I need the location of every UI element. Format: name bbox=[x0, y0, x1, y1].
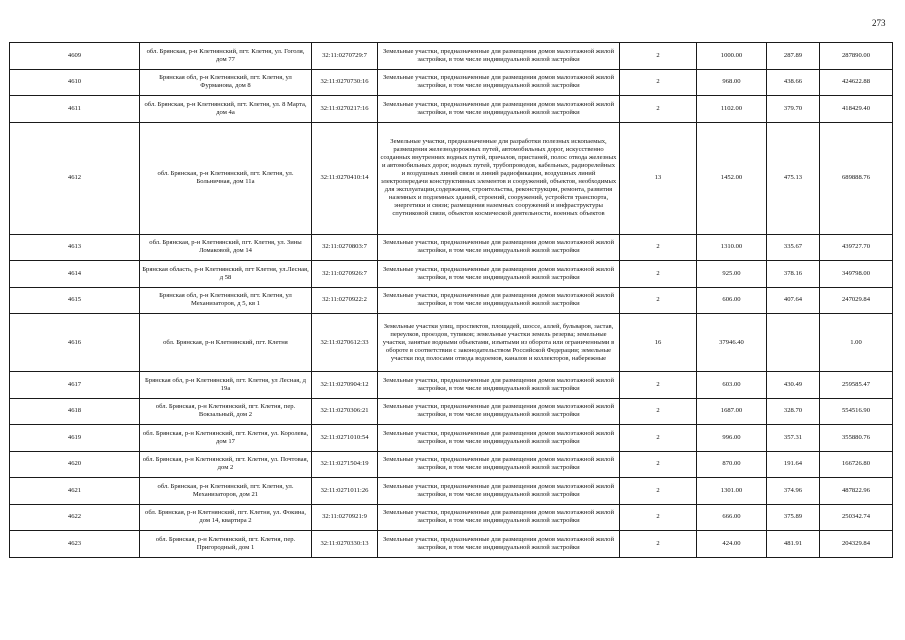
cadastral-number-cell: 32:11:0271011:26 bbox=[312, 478, 378, 505]
cadastral-number-cell: 32:11:0270330:13 bbox=[312, 531, 378, 558]
land-use-cell: Земельные участки, предназначенные для разработки полезных ископаемых, размещения железнодорожных путей, автомобильных дорог, искусственно созданных внутренних водных путей, причалов, пристаней, полос отвода железных и автомобильных дорог, водных путей, трубопроводов, кабельных, радиорелейных и воздушных линий связи и линий радиофикации, воздушных линий электропередачи конструктивных элементов и сооружений, объектов, необходимых для эксплуатации,содержания, строительства, реконструкции, ремонта, развития наземных и подземных зданий, строений, сооружений, устройств транспорта, энергетики и связи; размещения наземных сооружений и инфраструктуры спутниковой связи, объектов космической деятельности, военных объектов bbox=[378, 122, 620, 234]
use-group-cell: 2 bbox=[620, 451, 697, 478]
land-use-cell: Земельные участки, предназначенные для размещения домов малоэтажной жилой застройки, в том числе индивидуальной жилой застройки bbox=[378, 451, 620, 478]
land-use-cell: Земельные участки, предназначенные для размещения домов малоэтажной жилой застройки, в том числе индивидуальной жилой застройки bbox=[378, 287, 620, 314]
table-row bbox=[10, 234, 893, 261]
row-number: 4619 bbox=[10, 425, 140, 452]
address-cell: обл. Брянская, р-н Клетнянский, пгт. Клетня, пер. Вокзальный, дом 2 bbox=[140, 398, 312, 425]
row-number: 4621 bbox=[10, 478, 140, 505]
use-group-cell: 2 bbox=[620, 234, 697, 261]
table-row bbox=[10, 425, 893, 452]
specific-value-cell: 375.89 bbox=[767, 504, 820, 531]
cadastral-number-cell: 32:11:0270922:2 bbox=[312, 287, 378, 314]
table-row bbox=[10, 504, 893, 531]
area-cell: 1310.00 bbox=[697, 234, 767, 261]
area-cell: 1000.00 bbox=[697, 43, 767, 70]
cadastral-number-cell: 32:11:0270729:7 bbox=[312, 43, 378, 70]
specific-value-cell: 475.13 bbox=[767, 122, 820, 234]
row-number: 4611 bbox=[10, 96, 140, 123]
table-row bbox=[10, 122, 893, 234]
cadastral-value-cell: 259585.47 bbox=[820, 372, 893, 399]
address-cell: обл. Брянская, р-н Клетнянский, пгт. Клетня, ул. Больничная, дом 11а bbox=[140, 122, 312, 234]
table-row bbox=[10, 314, 893, 372]
use-group-cell: 2 bbox=[620, 398, 697, 425]
use-group-cell: 2 bbox=[620, 504, 697, 531]
cadastral-value-cell: 204329.84 bbox=[820, 531, 893, 558]
area-cell: 1301.00 bbox=[697, 478, 767, 505]
table-row bbox=[10, 478, 893, 505]
table-row bbox=[10, 451, 893, 478]
address-cell: Брянская область, р-н Клетнянский, пгт Клетня, ул.Лесная, д 58 bbox=[140, 261, 312, 288]
land-use-cell: Земельные участки, предназначенные для размещения домов малоэтажной жилой застройки, в том числе индивидуальной жилой застройки bbox=[378, 234, 620, 261]
specific-value-cell: 430.49 bbox=[767, 372, 820, 399]
row-number: 4609 bbox=[10, 43, 140, 70]
area-cell: 1102.00 bbox=[697, 96, 767, 123]
cadastral-number-cell: 32:11:0270921:9 bbox=[312, 504, 378, 531]
cadastral-value-cell: 355880.76 bbox=[820, 425, 893, 452]
use-group-cell: 2 bbox=[620, 43, 697, 70]
row-number: 4610 bbox=[10, 69, 140, 96]
cadastral-value-cell: 166726.80 bbox=[820, 451, 893, 478]
row-number: 4615 bbox=[10, 287, 140, 314]
specific-value-cell: 378.16 bbox=[767, 261, 820, 288]
use-group-cell: 13 bbox=[620, 122, 697, 234]
land-use-cell: Земельные участки, предназначенные для размещения домов малоэтажной жилой застройки, в том числе индивидуальной жилой застройки bbox=[378, 478, 620, 505]
cadastral-number-cell: 32:11:0271010:54 bbox=[312, 425, 378, 452]
use-group-cell: 2 bbox=[620, 372, 697, 399]
row-number: 4622 bbox=[10, 504, 140, 531]
cadastral-value-cell: 418429.40 bbox=[820, 96, 893, 123]
cadastral-number-cell: 32:11:0271504:19 bbox=[312, 451, 378, 478]
land-use-cell: Земельные участки, предназначенные для размещения домов малоэтажной жилой застройки, в том числе индивидуальной жилой застройки bbox=[378, 504, 620, 531]
land-use-cell: Земельные участки, предназначенные для размещения домов малоэтажной жилой застройки, в том числе индивидуальной жилой застройки bbox=[378, 425, 620, 452]
specific-value-cell bbox=[767, 314, 820, 372]
use-group-cell: 2 bbox=[620, 96, 697, 123]
table-row bbox=[10, 287, 893, 314]
specific-value-cell: 481.91 bbox=[767, 531, 820, 558]
land-use-cell: Земельные участки, предназначенные для размещения домов малоэтажной жилой застройки, в том числе индивидуальной жилой застройки bbox=[378, 531, 620, 558]
land-use-cell: Земельные участки, предназначенные для размещения домов малоэтажной жилой застройки, в том числе индивидуальной жилой застройки bbox=[378, 96, 620, 123]
row-number: 4620 bbox=[10, 451, 140, 478]
area-cell: 424.00 bbox=[697, 531, 767, 558]
cadastral-value-cell: 1.00 bbox=[820, 314, 893, 372]
address-cell: обл. Брянская, р-н Клетнянский, пгт. Клетня, ул. 8 Марта, дом 4а bbox=[140, 96, 312, 123]
use-group-cell: 2 bbox=[620, 478, 697, 505]
cadastral-value-table bbox=[9, 42, 893, 558]
address-cell: обл. Брянская, р-н Клетнянский, пгт. Клетня, ул. Почтовая, дом 2 bbox=[140, 451, 312, 478]
table-row bbox=[10, 372, 893, 399]
specific-value-cell: 379.70 bbox=[767, 96, 820, 123]
table-row bbox=[10, 531, 893, 558]
table-row bbox=[10, 96, 893, 123]
land-use-cell: Земельные участки улиц, проспектов, площадей, шоссе, аллей, бульваров, застав, переулков, проездов, тупиков; земельные участки земель резерва; земельные участки, занятые водными объектами, изъятыми из оборота или ограниченными в обороте в соответствии с законодательством Российской Федерации; земельные участки под полосами отвода водоемов, каналов и коллекторов, набережные bbox=[378, 314, 620, 372]
cadastral-number-cell: 32:11:0270410:14 bbox=[312, 122, 378, 234]
table-body bbox=[10, 43, 893, 558]
cadastral-value-cell: 439727.70 bbox=[820, 234, 893, 261]
land-use-cell: Земельные участки, предназначенные для размещения домов малоэтажной жилой застройки, в том числе индивидуальной жилой застройки bbox=[378, 372, 620, 399]
area-cell: 1452.00 bbox=[697, 122, 767, 234]
specific-value-cell: 328.70 bbox=[767, 398, 820, 425]
address-cell: обл. Брянская, р-н Клетнянский, пгт. Клетня, ул. Зины Ломаковой, дом 14 bbox=[140, 234, 312, 261]
area-cell: 37946.40 bbox=[697, 314, 767, 372]
address-cell: Брянская обл, р-н Клетнянский, пгт. Клетня, ул Лесная, д 19а bbox=[140, 372, 312, 399]
area-cell: 870.00 bbox=[697, 451, 767, 478]
use-group-cell: 2 bbox=[620, 531, 697, 558]
cadastral-number-cell: 32:11:0270217:16 bbox=[312, 96, 378, 123]
area-cell: 968.00 bbox=[697, 69, 767, 96]
address-cell: обл. Брянская, р-н Клетнянский, пгт. Клетня, ул. Королева, дом 17 bbox=[140, 425, 312, 452]
specific-value-cell: 438.66 bbox=[767, 69, 820, 96]
area-cell: 666.00 bbox=[697, 504, 767, 531]
cadastral-value-cell: 554516.90 bbox=[820, 398, 893, 425]
row-number: 4614 bbox=[10, 261, 140, 288]
cadastral-value-cell: 689888.76 bbox=[820, 122, 893, 234]
cadastral-number-cell: 32:11:0270926:7 bbox=[312, 261, 378, 288]
cadastral-value-cell: 349798.00 bbox=[820, 261, 893, 288]
specific-value-cell: 287.89 bbox=[767, 43, 820, 70]
row-number: 4618 bbox=[10, 398, 140, 425]
use-group-cell: 2 bbox=[620, 261, 697, 288]
area-cell: 1687.00 bbox=[697, 398, 767, 425]
row-number: 4613 bbox=[10, 234, 140, 261]
specific-value-cell: 374.96 bbox=[767, 478, 820, 505]
cadastral-value-cell: 424622.88 bbox=[820, 69, 893, 96]
land-use-cell: Земельные участки, предназначенные для размещения домов малоэтажной жилой застройки, в том числе индивидуальной жилой застройки bbox=[378, 69, 620, 96]
table-row bbox=[10, 43, 893, 70]
cadastral-number-cell: 32:11:0270730:16 bbox=[312, 69, 378, 96]
land-use-cell: Земельные участки, предназначенные для размещения домов малоэтажной жилой застройки, в том числе индивидуальной жилой застройки bbox=[378, 398, 620, 425]
specific-value-cell: 407.64 bbox=[767, 287, 820, 314]
specific-value-cell: 191.64 bbox=[767, 451, 820, 478]
cadastral-value-cell: 247029.84 bbox=[820, 287, 893, 314]
area-cell: 603.00 bbox=[697, 372, 767, 399]
address-cell: Брянская обл, р-н Клетнянский, пгт. Клетня, ул Механизаторов, д 5, кв 1 bbox=[140, 287, 312, 314]
address-cell: обл. Брянская, р-н Клетнянский, пгт. Клетня, ул. Фокина, дом 14, квартира 2 bbox=[140, 504, 312, 531]
page-number: 273 bbox=[872, 18, 886, 28]
area-cell: 925.00 bbox=[697, 261, 767, 288]
address-cell: обл. Брянская, р-н Клетнянский, пгт. Клетня, ул. Механизаторов, дом 21 bbox=[140, 478, 312, 505]
land-use-cell: Земельные участки, предназначенные для размещения домов малоэтажной жилой застройки, в том числе индивидуальной жилой застройки bbox=[378, 43, 620, 70]
area-cell: 606.00 bbox=[697, 287, 767, 314]
address-cell: Брянская обл, р-н Клетнянский, пгт. Клетня, ул Фурманова, дом 8 bbox=[140, 69, 312, 96]
cadastral-value-cell: 487822.96 bbox=[820, 478, 893, 505]
specific-value-cell: 335.67 bbox=[767, 234, 820, 261]
row-number: 4616 bbox=[10, 314, 140, 372]
table-row bbox=[10, 398, 893, 425]
row-number: 4612 bbox=[10, 122, 140, 234]
row-number: 4623 bbox=[10, 531, 140, 558]
use-group-cell: 2 bbox=[620, 287, 697, 314]
use-group-cell: 16 bbox=[620, 314, 697, 372]
table-row bbox=[10, 69, 893, 96]
address-cell: обл. Брянская, р-н Клетнянский, пгт. Клетня, ул. Гоголя, дом 77 bbox=[140, 43, 312, 70]
cadastral-number-cell: 32:11:0270306:21 bbox=[312, 398, 378, 425]
land-use-cell: Земельные участки, предназначенные для размещения домов малоэтажной жилой застройки, в том числе индивидуальной жилой застройки bbox=[378, 261, 620, 288]
table-row bbox=[10, 261, 893, 288]
cadastral-number-cell: 32:11:0270612:33 bbox=[312, 314, 378, 372]
cadastral-value-cell: 250342.74 bbox=[820, 504, 893, 531]
cadastral-number-cell: 32:11:0270904:12 bbox=[312, 372, 378, 399]
use-group-cell: 2 bbox=[620, 425, 697, 452]
specific-value-cell: 357.31 bbox=[767, 425, 820, 452]
area-cell: 996.00 bbox=[697, 425, 767, 452]
cadastral-number-cell: 32:11:0270803:7 bbox=[312, 234, 378, 261]
row-number: 4617 bbox=[10, 372, 140, 399]
address-cell: обл. Брянская, р-н Клетнянский, пгт. Клетня, пер. Пригородный, дом 1 bbox=[140, 531, 312, 558]
cadastral-value-cell: 287890.00 bbox=[820, 43, 893, 70]
address-cell: обл. Брянская, р-н Клетнянский, пгт. Клетня bbox=[140, 314, 312, 372]
use-group-cell: 2 bbox=[620, 69, 697, 96]
